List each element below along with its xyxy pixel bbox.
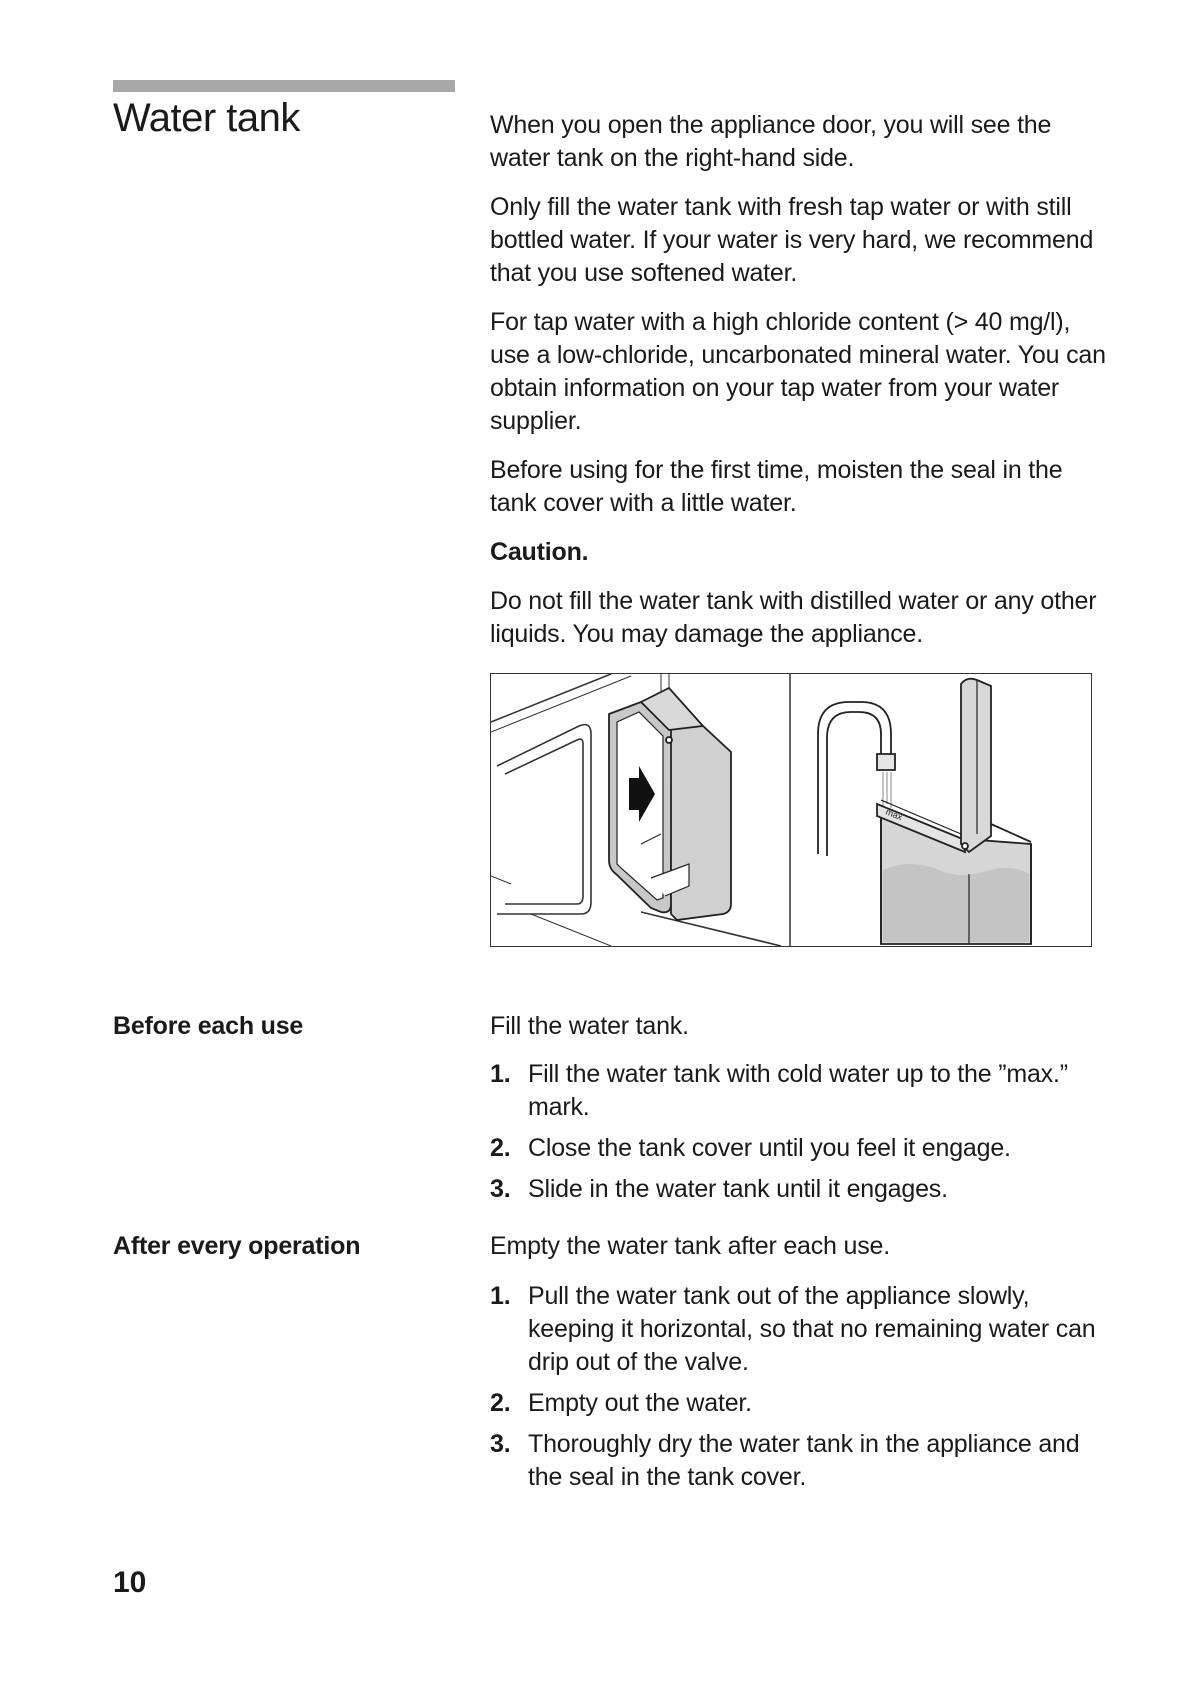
step-text: Slide in the water tank until it engages. (528, 1175, 948, 1203)
step-number: 3. (490, 1175, 511, 1203)
step-number: 3. (490, 1430, 511, 1458)
list-item (490, 1173, 1120, 1206)
page-number: 10 (113, 1566, 147, 1599)
max-mark: max (884, 806, 904, 823)
list-item (490, 1280, 1120, 1379)
section-rule (113, 80, 455, 92)
step-text: Thoroughly dry the water tank in the appliance and the seal in the tank cover. (528, 1430, 1080, 1491)
list-item (490, 1132, 1120, 1165)
intro-text (490, 109, 1110, 667)
step-number: 2. (490, 1389, 511, 1417)
intro-paragraph: When you open the appliance door, you will see the water tank on the right-hand side. (490, 111, 1052, 172)
caution-heading: Caution. (490, 538, 589, 566)
step-number: 1. (490, 1282, 511, 1310)
list-item (490, 1387, 1120, 1420)
step-text: Fill the water tank with cold water up to the ”max.” mark. (528, 1060, 1068, 1121)
before-each-use-heading: Before each use (113, 1012, 304, 1040)
step-text: Close the tank cover until you feel it engage. (528, 1134, 1011, 1162)
list-item (490, 1428, 1120, 1494)
tank-drawing (609, 688, 731, 920)
before-each-use-lead: Fill the water tank. (490, 1012, 689, 1040)
step-number: 1. (490, 1060, 511, 1088)
page-title: Water tank (113, 96, 300, 140)
after-every-operation-heading: After every operation (113, 1232, 361, 1260)
intro-paragraph: Before using for the first time, moisten the seal in the tank cover with a little water. (490, 456, 1063, 517)
list-item (490, 1058, 1120, 1124)
after-every-operation-steps (490, 1280, 1120, 1502)
intro-paragraph: For tap water with a high chloride content (> 40 mg/l), use a low-chloride, uncarbonated mineral water. You can obtain information on your tap water from your water supplier. (490, 308, 1106, 435)
water-tank-illustration (490, 673, 1092, 947)
before-each-use-steps (490, 1058, 1120, 1214)
filled-tank-drawing (877, 679, 1031, 944)
intro-paragraph: Only fill the water tank with fresh tap water or with still bottled water. If your water is very hard, we recommend that you use softened water. (490, 193, 1094, 287)
after-every-operation-lead: Empty the water tank after each use. (490, 1232, 890, 1260)
step-text: Pull the water tank out of the appliance slowly, keeping it horizontal, so that no remaining water can drip out of the valve. (528, 1282, 1096, 1376)
caution-text: Do not fill the water tank with distilled water or any other liquids. You may damage the appliance. (490, 587, 1097, 648)
step-number: 2. (490, 1134, 511, 1162)
step-text: Empty out the water. (528, 1389, 752, 1417)
illustration-svg (491, 674, 1091, 946)
